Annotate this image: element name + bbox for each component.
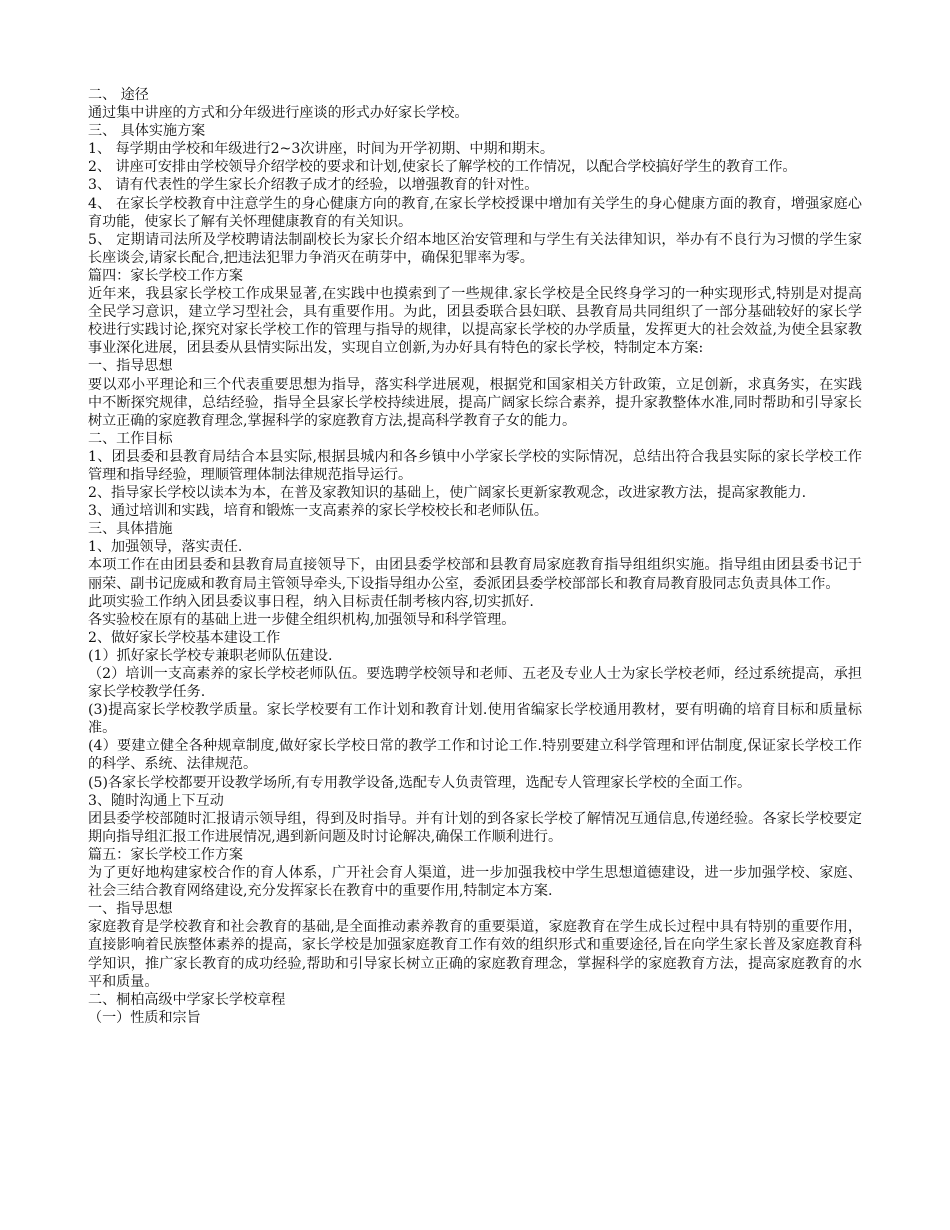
list-item: 2、指导家长学校以读本为本，在普及家教知识的基础上，使广阔家长更新家教观念，改进家教方法，提高家教能力. — [88, 485, 807, 502]
list-item: (1）抓好家长学校专兼职老师队伍建设. — [88, 647, 333, 664]
section-heading: 二、工作目标 — [88, 430, 173, 447]
section-heading: 一、指导思想 — [88, 901, 173, 918]
chapter-heading-five: 篇五：家长学校工作方案 — [88, 846, 244, 863]
paragraph: 家庭教育是学校教育和社会教育的基础,是全面推动素养教育的重要渠道，家庭教育在学生成长过程中具有特别的重要作用，直接影响着民族整体素养的提高，家长学校是加强家庭教育工作有效的组织形式和重要途径,旨在向学生家长普及家庭教育科学知识，推广家长教育的成功经验,帮助和引导家长树立正确的家庭教育理念，掌握科学的家庭教育方法，提高家庭教育的水平和质量。 — [88, 919, 862, 990]
list-item: 1、团县委和县教育局结合本县实际,根据县城内和各乡镇中小学家长学校的实际情况，总结出符合我县实际的家长学校工作管理和指导经验，理顺管理体制法律规范指导运行。 — [88, 448, 862, 483]
list-item: (4）要建立健全各种规章制度,做好家长学校日常的教学工作和讨论工作.特别要建立科学管理和评估制度,保证家长学校工作的科学、系统、法律规范。 — [88, 738, 862, 773]
subsection-heading: 1、加强领导，落实责任. — [88, 539, 243, 556]
subsection-heading: 2、做好家长学校基本建设工作 — [88, 629, 281, 646]
section-heading-implementation: 三、 具体实施方案 — [88, 123, 206, 140]
list-item: 1、 每学期由学校和年级进行2~3次讲座，时间为开学初期、中期和期末。 — [88, 141, 554, 158]
paragraph: 近年来，我县家长学校工作成果显著,在实践中也摸索到了一些规律.家长学校是全民终身学习的一种实现形式,特别是对提高全民学习意识，建立学习型社会，具有重要作用。为此，团县委联合县妇联、县教育局共同组织了一部分基础较好的家长学校进行实践讨论,探究对家长学校工作的管理与指导的规律，以提高家长学校的办学质量，发挥更大的社会效益,为使全县家教事业深化进展，团县委从县情实际出发，实现自立创新,为办好具有特色的家长学校，特制定本方案: — [88, 286, 862, 357]
paragraph: 各实验校在原有的基础上进一步健全组织机构,加强领导和科学管理。 — [88, 611, 516, 628]
section-heading: 一、指导思想 — [88, 358, 173, 375]
subsection-heading: （一）性质和宗旨 — [88, 1009, 201, 1026]
section-heading: 二、桐柏高级中学家长学校章程 — [88, 991, 286, 1008]
list-item: （2）培训一支高素养的家长学校老师队伍。要选聘学校领导和老师、五老及专业人士为家长学校老师，经过系统提高，承担家长学校教学任务. — [88, 666, 862, 701]
list-item: (5)各家长学校都要开设教学场所,有专用教学设备,选配专人负责管理，选配专人管理家长学校的全面工作。 — [88, 774, 752, 791]
section-heading: 三、具体措施 — [88, 521, 173, 538]
list-item: 3、通过培训和实践，培育和锻炼一支高素养的家长学校校长和老师队伍。 — [88, 503, 548, 520]
paragraph: 此项实验工作纳入团县委议事日程，纳入目标责任制考核内容,切实抓好. — [88, 593, 534, 610]
paragraph: 团县委学校部随时汇报请示领导组，得到及时指导。并有计划的到各家长学校了解情况互通信息,传递经验。各家长学校要定期向指导组汇报工作进展情况,遇到新问题及时讨论解决,确保工作顺利进行。 — [88, 810, 862, 845]
paragraph: 为了更好地构建家校合作的育人体系，广开社会育人渠道，进一步加强我校中学生思想道德建设，进一步加强学校、家庭、社会三结合教育网络建设,充分发挥家长在教育中的重要作用,特制定本方案. — [88, 865, 862, 900]
paragraph: 本项工作在由团县委和县教育局直接领导下，由团县委学校部和县教育局家庭教育指导组组织实施。指导组由团县委书记于丽荣、副书记庞威和教育局主管领导牵头,下设指导组办公室，委派团县委学校部部长和教育局教育股同志负责具体工作。 — [88, 557, 862, 592]
document-body — [88, 86, 862, 1027]
list-item: 5、 定期请司法所及学校聘请法制副校长为家长介绍本地区治安管理和与学生有关法律知识，举办有不良行为习惯的学生家长座谈会,请家长配合,把违法犯罪力争消灭在萌芽中，确保犯罪率为零。 — [88, 231, 862, 266]
list-item: (3)提高家长学校教学质量。家长学校要有工作计划和教育计划.使用省编家长学校通用教材，要有明确的培育目标和质量标准。 — [88, 702, 862, 737]
list-item: 3、 请有代表性的学生家长介绍教子成才的经验，以增强教育的针对性。 — [88, 177, 539, 194]
paragraph: 要以邓小平理论和三个代表重要思想为指导，落实科学进展观，根据党和国家相关方针政策，立足创新，求真务实，在实践中不断探究规律，总结经验，指导全县家长学校持续进展，提高广阔家长综合素养，提升家教整体水准,同时帮助和引导家长树立正确的家庭教育理念,掌握科学的家庭教育方法,提高科学教育子女的能力。 — [88, 376, 862, 429]
list-item: 4、 在家长学校教育中注意学生的身心健康方向的教育,在家长学校授课中增加有关学生的身心健康方面的教育，增强家庭心育功能，使家长了解有关怀理健康教育的有关知识。 — [88, 195, 862, 230]
subsection-heading: 3、随时沟通上下互动 — [88, 792, 224, 809]
list-item: 2、 讲座可安排由学校领导介绍学校的要求和计划,使家长了解学校的工作情况，以配合学校搞好学生的教育工作。 — [88, 159, 797, 176]
section-heading-approach: 二、 途径 — [88, 87, 149, 103]
chapter-heading-four: 篇四：家长学校工作方案 — [88, 267, 244, 284]
paragraph: 通过集中讲座的方式和分年级进行座谈的形式办好家长学校。 — [88, 105, 469, 122]
